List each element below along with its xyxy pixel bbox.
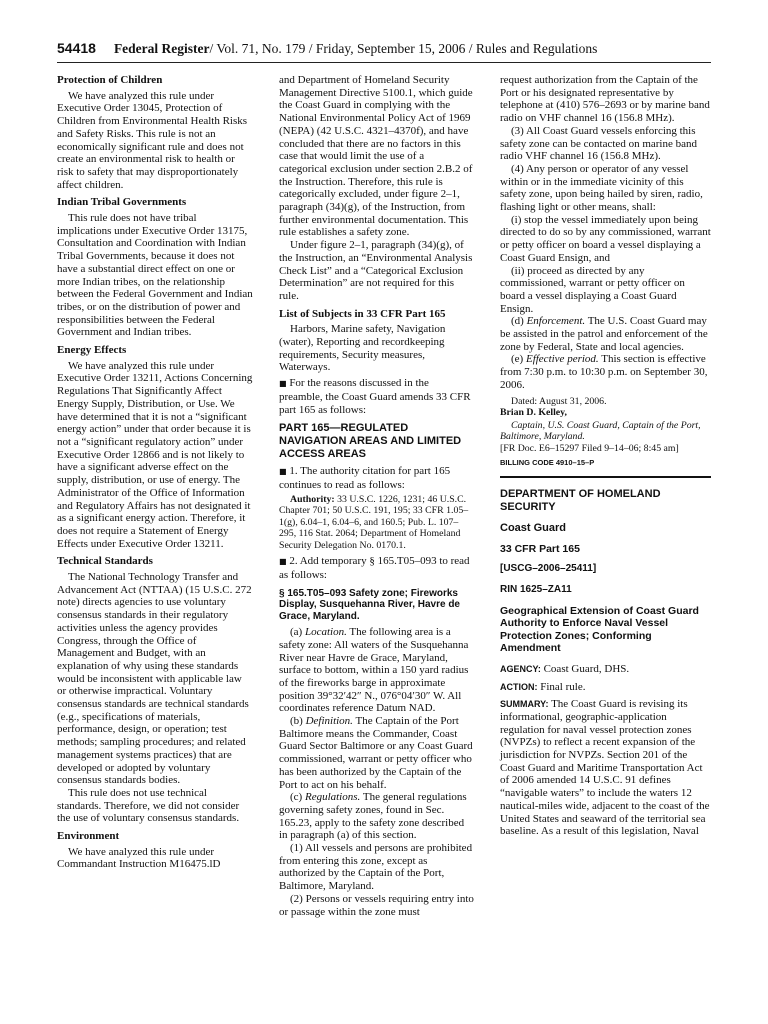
square-bullet-icon: ■ <box>279 379 287 389</box>
paragraph-energy: We have analyzed this rule under Executive Order 13211, Actions Concerning Regulations That Significantly Affect Energy Supply, Distribution, or Use. We have determined that it is not a “significant energy action” under that order because it is not a “significant regulatory action” under Executive Order 12866 and is not likely to have a significant adverse effect on the supply, distribution, or use of energy. The Administrator of the Office of Information and Regulatory Affairs has not designated it as a significant energy action. Therefore, it does not require a Statement of Energy Effects under Executive Order 13211. <box>57 359 253 550</box>
paragraph-e-effective-period: (e) Effective period. This section is effective from 7:30 p.m. to 10:30 p.m. on September 30, 2006. <box>500 353 708 391</box>
rule-title: Geographical Extension of Coast Guard Authority to Enforce Naval Vessel Protection Zones; Conforming Amendment <box>500 604 699 655</box>
signer-title: Captain, U.S. Coast Guard, Captain of the Port, Baltimore, Maryland. <box>500 419 701 443</box>
column-1 <box>57 74 253 871</box>
paragraph-c1: (1) All vessels and persons are prohibited from entering this zone, except as authorized by the Captain of the Port, Baltimore, Maryland. <box>279 842 473 893</box>
paragraph-b-definition: (b) Definition. The Captain of the Port Baltimore means the Commander, Coast Guard Sector Baltimore or any Coast Guard commissioned, warrant or petty officer who has been authorized by the Captain of the Port to act on his behalf. <box>279 715 473 791</box>
paragraph-c4: (4) Any person or operator of any vessel within or in the immediate vicinity of this safety zone, upon being hailed by siren, radio, flashing light or other means, shall: <box>500 162 703 214</box>
part-165-heading: PART 165—REGULATED NAVIGATION AREAS AND LIMITED ACCESS AREAS <box>279 422 462 461</box>
column-3 <box>500 74 711 838</box>
paragraph-c4-i: (i) stop the vessel immediately upon being directed to do so by any commissioned, warrant or petty officer on board a vessel displaying a Coast Guard Ensign, and <box>500 213 711 264</box>
document-separator-rule <box>500 476 711 478</box>
amendatory-instruction-2: ■ 2. Add temporary § 165.T05–093 to read as follows: <box>279 555 470 581</box>
paragraph-tribal: This rule does not have tribal implications under Executive Order 13175, Consultation and Coordination with Indian Tribal Governments, because it does not have a substantial direct effect on one or more Indian tribes, on the relationship between the Federal Government and Indian tribes, or on the distribution of power and responsibilities between the Federal Government and Indian tribes. <box>57 212 253 339</box>
paragraph-c-regulations: (c) Regulations. The general regulations governing safety zones, found in Sec. 165.23, apply to the safety zone described in paragraph (a) of this section. <box>279 791 467 842</box>
agency-field: AGENCY: Coast Guard, DHS. <box>500 662 630 675</box>
publication-name: Federal Register <box>113 41 210 56</box>
authority-citation: Authority: 33 U.S.C. 1226, 1231; 46 U.S.C. Chapter 701; 50 U.S.C. 191, 195; 33 CFR 1.05–1(g), 6.04–1, 6.04–6, and 160.5; Pub. L. 107–295, 116 Stat. 2064; Department of Homeland Security Delegation No. 0170.1. <box>279 493 469 551</box>
dated-line: Dated: August 31, 2006. <box>511 395 607 407</box>
paragraph-c4-ii: (ii) proceed as directed by any commissioned, warrant or petty officer on board a vessel displaying a Coast Guard Ensign. <box>500 264 685 315</box>
paragraph-environment: We have analyzed this rule under Commandant Instruction M16475.lD <box>57 845 221 871</box>
department-name: DEPARTMENT OF HOMELAND SECURITY <box>500 487 661 513</box>
rin-number: RIN 1625–ZA11 <box>500 584 572 596</box>
docket-number: [USCG–2006–25411] <box>500 563 597 575</box>
square-bullet-icon: ■ <box>279 467 287 477</box>
billing-code: BILLING CODE 4910–15–P <box>500 458 595 468</box>
summary-field: SUMMARY: The Coast Guard is revising its informational, geographic-application regulation for naval vessel protection zones (NVPZs) to reflect a recent expansion of the jurisdiction for NVPZs. Section 201 of the Coast Guard and Maritime Transportation Act of 2006 amended 14 U.S.C. 91 defines “navigable waters” to include the waters 12 nautical-miles wide, adjacent to the coast of the United States and seaward of the territorial sea baseline. As a result of this legislation, Naval <box>500 698 710 838</box>
agency-name: Coast Guard <box>500 521 567 534</box>
paragraph-c2: (2) Persons or vessels requiring entry into or passage within the zone must <box>279 892 474 918</box>
heading-indian-tribal-governments: Indian Tribal Governments <box>57 196 187 209</box>
paragraph-d-enforcement: (d) Enforcement. The U.S. Coast Guard may be assisted in the patrol and enforcement of the zone by Federal, State and local agencies. <box>500 315 708 353</box>
heading-environment: Environment <box>57 830 120 843</box>
paragraph-children: We have analyzed this rule under Executive Order 13045, Protection of Children from Environmental Health Risks and Safety Risks. This rule is not an economically significant rule and does not create an environmental risk to health or risk to safety that may disproportionately affect children. <box>57 89 248 191</box>
paragraph-c3: (3) All Coast Guard vessels enforcing this safety zone can be contacted on marine band radio VHF channel 16 (156.8 MHz). <box>500 124 697 163</box>
amendatory-instruction-1: ■ 1. The authority citation for part 165 continues to read as follows: <box>279 465 451 491</box>
paragraph-technical-standards-2: This rule does not use technical standards. Therefore, we did not consider the use of voluntary consensus standards. <box>57 786 240 825</box>
cfr-part: 33 CFR Part 165 <box>500 542 580 555</box>
heading-protection-of-children: Protection of Children <box>57 74 163 86</box>
column-2 <box>279 74 475 918</box>
paragraph-a-location: (a) Location. The following area is a safety zone: All waters of the Susquehanna River near Havre de Grace, Maryland, surface to bottom, within a 150 yard radius of the fireworks barge in approximate position 39°32′42″ N., 076°04′30″ W. All coordinates reference Datum NAD. <box>279 626 469 715</box>
fr-doc-line: [FR Doc. E6–15297 Filed 9–14–06; 8:45 am] <box>500 442 679 454</box>
section-heading: § 165.T05–093 Safety zone; Fireworks Display, Susquehanna River, Havre de Grace, Maryland. <box>279 587 460 622</box>
issue-info: / Vol. 71, No. 179 / Friday, September 15, 2006 / Rules and Regulations <box>209 41 598 56</box>
paragraph-c2-continued: request authorization from the Captain of the Port or his designated representative by telephone at (410) 576–2693 or by marine band radio on VHF channel 16 (156.8 MHz). <box>500 74 710 125</box>
running-header <box>57 40 711 60</box>
paragraph-environment-continued: and Department of Homeland Security Management Directive 5100.1, which guide the Coast Guard in complying with the National Environmental Policy Act of 1969 (NEPA) (42 U.S.C. 4321–4370f), and have concluded that there are no factors in this case that would limit the use of a categorical exclusion under section 2.B.2 of the Instruction. Therefore, this rule is categorically excluded, under figure 2–1, paragraph (34)(g), of the Instruction, from further environmental documentation. This rule establishes a safety zone. <box>279 74 473 239</box>
paragraph-technical-standards-1: The National Technology Transfer and Advancement Act (NTTAA) (15 U.S.C. 272 note) directs agencies to use voluntary consensus standards in their regulatory activities unless the agency provides Congress, through the Office of Management and Budget, with an explanation of why using these standards would be inconsistent with applicable law or otherwise impractical. Voluntary consensus standards are technical standards (e.g., specifications of materials, performance, design, or operation; test methods; sampling procedures; and related management systems practices) that are developed or adopted by voluntary consensus standards bodies. <box>57 571 252 787</box>
paragraph-subjects: Harbors, Marine safety, Navigation (water), Reporting and recordkeeping requirements, Security measures, Waterways. <box>279 323 446 374</box>
page-number: 54418 <box>57 40 96 56</box>
heading-list-of-subjects: List of Subjects in 33 CFR Part 165 <box>279 307 446 320</box>
action-field: ACTION: Final rule. <box>500 680 586 693</box>
signer-name: Brian D. Kelley, <box>500 407 567 419</box>
heading-energy-effects: Energy Effects <box>57 344 127 357</box>
header-rule <box>57 62 711 63</box>
square-bullet-icon: ■ <box>279 557 287 567</box>
heading-technical-standards: Technical Standards <box>57 555 153 568</box>
amendatory-intro: ■ For the reasons discussed in the preamble, the Coast Guard amends 33 CFR part 165 as follows: <box>279 377 471 416</box>
paragraph-environment-figure: Under figure 2–1, paragraph (34)(g), of the Instruction, an “Environmental Analysis Check List” and a “Categorical Exclusion Determination” are not required for this rule. <box>279 239 473 302</box>
